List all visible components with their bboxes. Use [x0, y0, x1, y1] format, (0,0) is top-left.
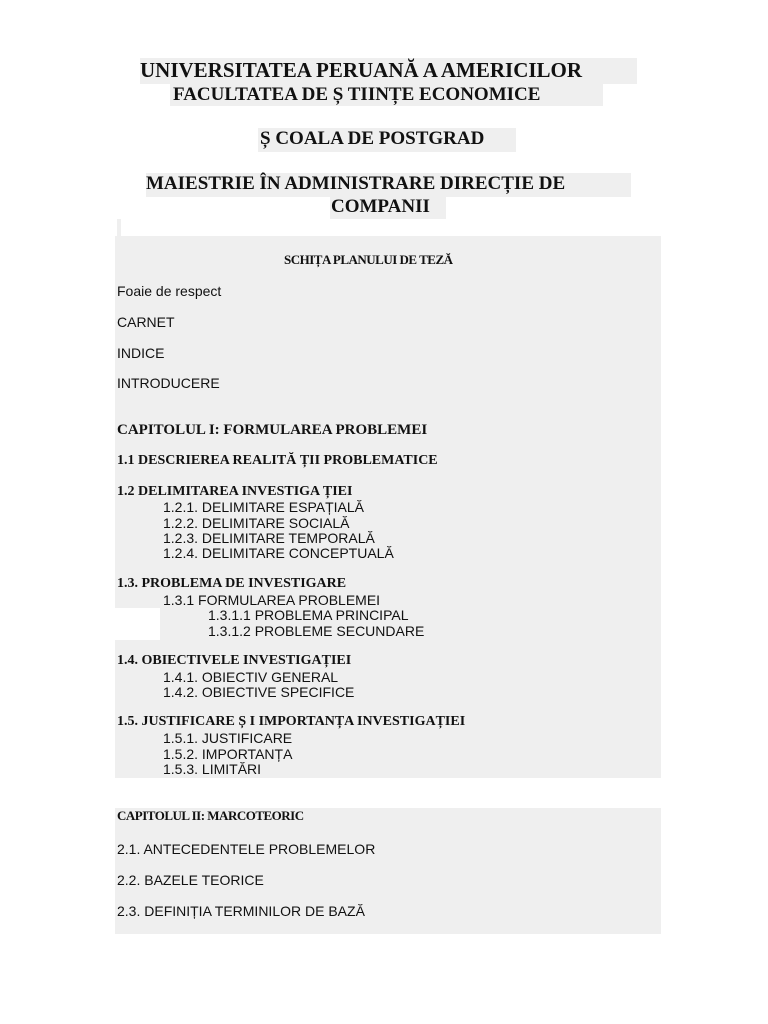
section-heading: 1.4. OBIECTIVELE INVESTIGAȚIEI [117, 653, 352, 668]
program-title-line1: MAIESTRIE ÎN ADMINISTRARE DIRECȚIE DE [146, 173, 566, 194]
chapter2-title: CAPITOLUL II: MARCOTEORIC [117, 808, 304, 823]
outline-title: SCHIȚA PLANULUI DE TEZĂ [284, 252, 453, 267]
divider-mark [117, 219, 121, 236]
subsection-item: 1.4.2. OBIECTIVE SPECIFICE [163, 684, 355, 700]
subsection-item: 1.2.2. DELIMITARE SOCIALĂ [163, 515, 350, 531]
section-heading: 1.2 DELIMITAREA INVESTIGA ȚIEI [117, 484, 353, 499]
chapter1-title: CAPITOLUL I: FORMULAREA PROBLEMEI [117, 422, 428, 438]
program-title-line2: COMPANII [331, 196, 430, 217]
school-name: Ș COALA DE POSTGRAD [260, 128, 485, 149]
subsubsection-item: 1.3.1.1 PROBLEMA PRINCIPAL [208, 607, 409, 623]
subsection-item: 1.2.4. DELIMITARE CONCEPTUALĂ [163, 545, 394, 561]
front-matter-item: INDICE [117, 345, 165, 361]
section-heading: 1.3. PROBLEMA DE INVESTIGARE [117, 576, 347, 591]
chapter2-item: 2.1. ANTECEDENTELE PROBLEMELOR [117, 841, 376, 857]
front-matter-item: Foaie de respect [117, 283, 222, 299]
chapter2-item: 2.2. BAZELE TEORICE [117, 872, 264, 888]
subsection-item: 1.5.3. LIMITĂRI [163, 761, 262, 777]
section-heading: 1.1 DESCRIEREA REALITĂ ȚII PROBLEMATICE [117, 453, 438, 468]
subsection-item: 1.5.1. JUSTIFICARE [163, 730, 293, 746]
faculty-name: FACULTATEA DE Ș TIINȚE ECONOMICE [173, 84, 541, 105]
subsection-item: 1.2.3. DELIMITARE TEMPORALĂ [163, 530, 375, 546]
university-name: UNIVERSITATEA PERUANĂ A AMERICILOR [140, 58, 583, 82]
subsection-item: 1.2.1. DELIMITARE ESPAȚIALĂ [163, 499, 364, 515]
subsection-item: 1.4.1. OBIECTIV GENERAL [163, 669, 339, 685]
subsubsection-item: 1.3.1.2 PROBLEME SECUNDARE [208, 623, 425, 639]
front-matter-item: CARNET [117, 314, 175, 330]
subsection-item: 1.3.1 FORMULAREA PROBLEMEI [163, 592, 381, 608]
front-matter-item: INTRODUCERE [117, 375, 220, 391]
section-heading: 1.5. JUSTIFICARE Ș I IMPORTANȚA INVESTIGAȚIEI [117, 714, 466, 729]
subsection-item: 1.5.2. IMPORTANȚA [163, 746, 293, 762]
chapter2-item: 2.3. DEFINIȚIA TERMINILOR DE BAZĂ [117, 903, 365, 919]
